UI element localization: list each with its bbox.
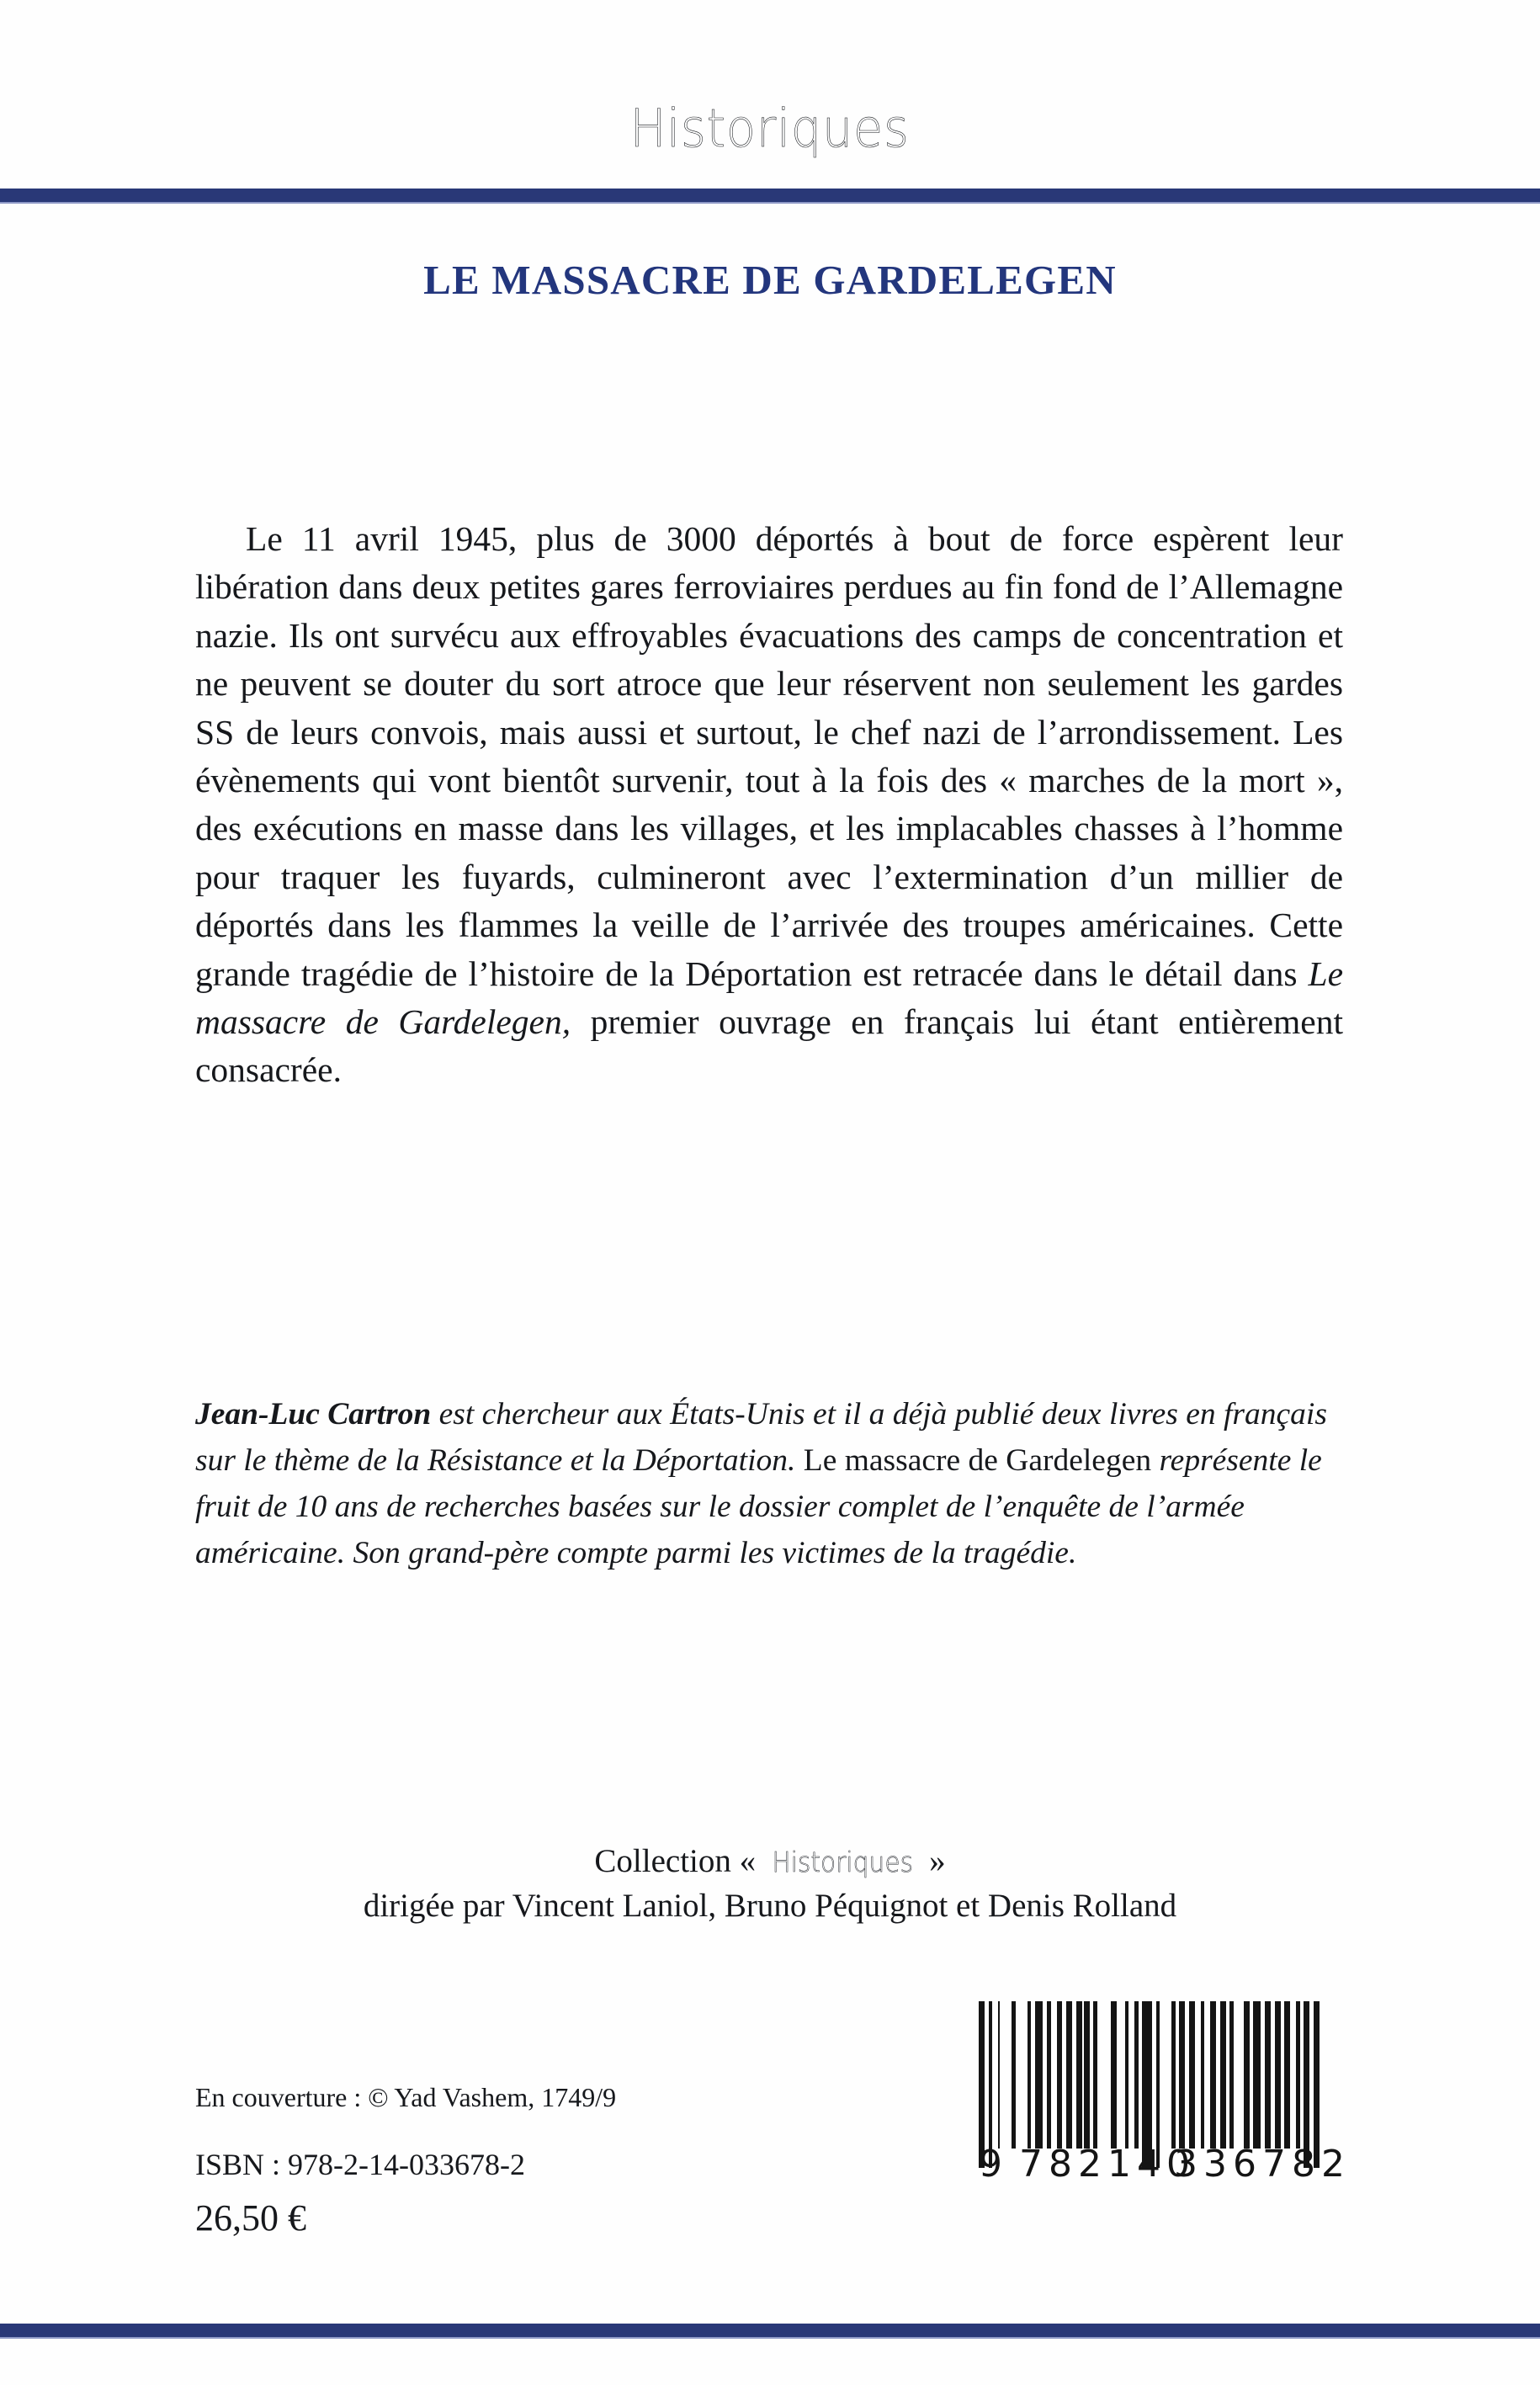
bio-part-1: est chercheur aux États-Unis et il a déjà publié deux livres en français sur le thème de la Résistance et la Déportation. (195, 1397, 1327, 1478)
credits-collection-suffix: » (921, 1843, 946, 1879)
barcode (979, 2001, 1351, 2218)
credits-collection-prefix: Collection « (594, 1843, 764, 1879)
blurb-part-2: premier ouvrage en français lui étant entièrement consacrée. (195, 1002, 1344, 1090)
barcode-left-group: 782140 (1019, 2143, 1196, 2186)
page-title: LE MASSACRE DE GARDELEGEN (423, 257, 1117, 303)
blurb-part-1: Le 11 avril 1945, plus de 3000 déportés à bout de force espèrent leur libération dans deux petites gares ferroviaires perdues au fin fond de l’Allemagne nazie. Ils ont survécu aux effroyables évacuations des camps de concentration et ne peuvent se douter du sort atroce que leur réservent non seulement les gardes SS de leurs convois, mais aussi et surtout, le chef nazi de l’arrondissement. Les évènements qui vont bientôt survenir, tout à la fois des « marches de la mort », des exécutions en masse dans les villages, et les implacables chasses à l’homme pour traquer les fuyards, culmineront avec l’extermination d’un millier de déportés dans les flammes la veille de l’arrivée des troupes américaines. Cette grande tragédie de l’histoire de la Déportation est retracée dans le détail dans (195, 519, 1343, 993)
bottom-navy-rule (0, 2324, 1540, 2339)
collection-credits (0, 1840, 1540, 1928)
collection-header (0, 98, 1540, 187)
blurb-book-title: Le massacre de Gardelegen, (195, 953, 1343, 1042)
barcode-right-group: 336782 (1174, 2143, 1351, 2186)
price-text: 26,50 € (195, 2197, 306, 2239)
credits-line-1 (0, 1840, 1540, 1884)
collection-header-label: Historiques (629, 98, 911, 159)
blurb-paragraph (195, 515, 1343, 1095)
author-bio (195, 1391, 1343, 1576)
credits-collection-name: Historiques (772, 1846, 913, 1878)
colophon (195, 2081, 616, 2239)
barcode-lead-digit: 9 (979, 2143, 1004, 2186)
bio-book-title: Le massacre de Gardelegen (803, 1443, 1152, 1478)
barcode-digits (979, 2143, 1351, 2186)
top-navy-rule (0, 189, 1540, 204)
cover-credit: En couverture : © Yad Vashem, 1749/9 (195, 2082, 617, 2112)
credits-line-2: dirigée par Vincent Laniol, Bruno Péquignot et Denis Rolland (363, 1888, 1177, 1924)
isbn-text: ISBN : 978-2-14-033678-2 (195, 2148, 525, 2181)
bio-part-2: représente le fruit de 10 ans de recherches basées sur le dossier complet de l’enquête de l’armée américaine. Son grand-père compte parmi les victimes de la tragédie. (195, 1443, 1322, 1570)
author-name: Jean-Luc Cartron (195, 1397, 432, 1432)
